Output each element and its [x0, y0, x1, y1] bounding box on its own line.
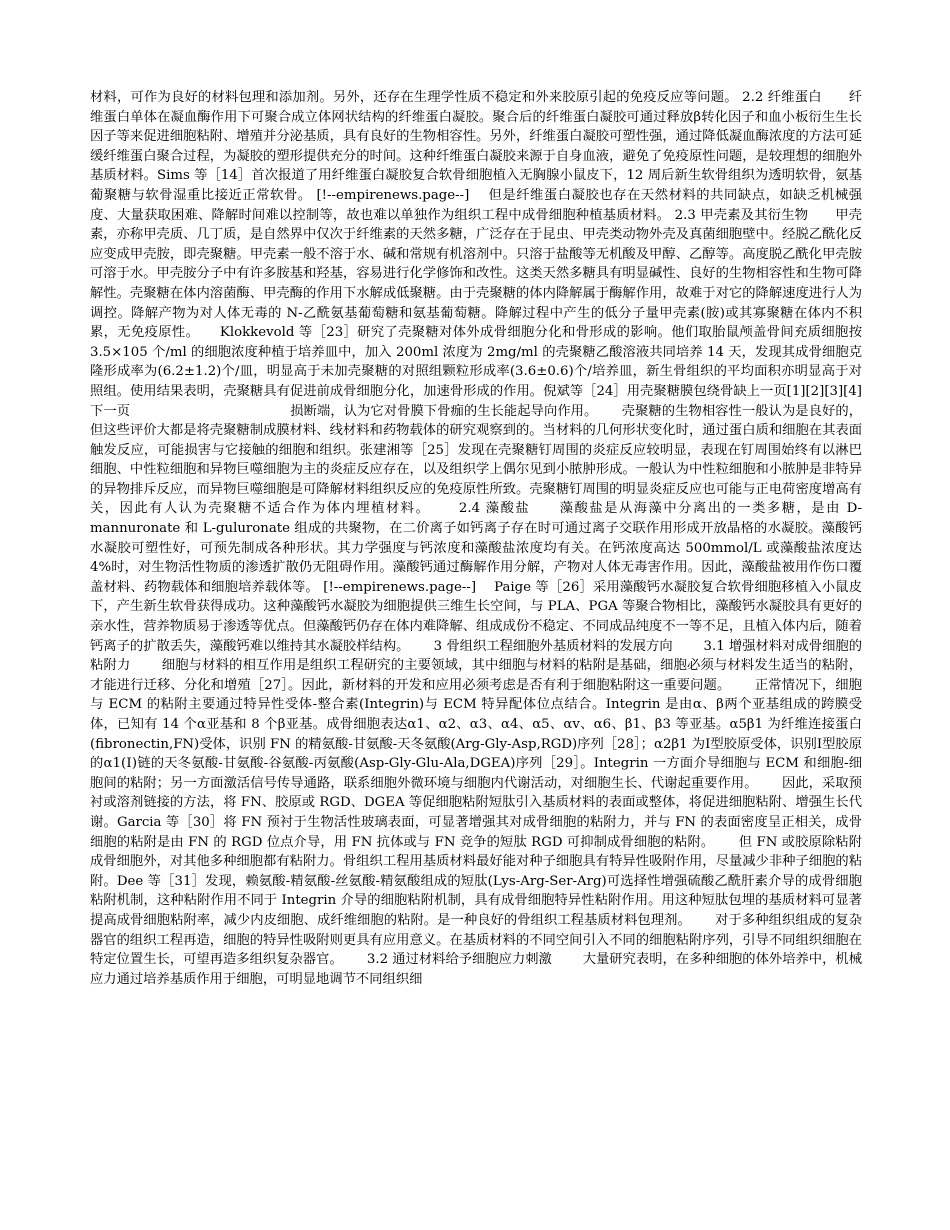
body-paragraph: 材料，可作为良好的材料包理和添加剂。另外，还存在生理学性质不稳定和外来胶原引起的免疫反应等问题。 2.2 纤维蛋白 纤维蛋白单体在凝血酶作用下可聚合成立体网状结构的纤维蛋白凝胶。聚合后的纤维蛋白凝胶可通过释放β转化因子和血小板衍生生长因子等来促进细胞粘附、增殖并分泌基质，具有良好的生物相容性。另外，纤维蛋白凝胶可塑性强，通过降低凝血酶浓度的方法可延缓纤维蛋白聚合过程，为凝胶的塑形提供充分的时间。这种纤维蛋白凝胶来源于自身血液，避免了免疫原性问题，是较理想的细胞外基质材料。Sims 等［14］首次报道了用纤维蛋白凝胶复合软骨细胞植入无胸腺小鼠皮下，12 周后新生软骨组织为透明软骨，氨基葡聚糖与软骨湿重比接近正常软骨。 [!--empirenews.page--] 但是纤维蛋白凝胶也存在天然材料的共同缺点，如缺乏机械强度、大量获取困难、降解时间难以控制等，故也难以单独作为组织工程中成骨细胞种植基质材料。 2.3 甲壳素及其衍生物 甲壳素，亦称甲壳质、几丁质，是自然界中仅次于纤维素的天然多糖，广泛存在于昆虫、甲壳类动物外壳及真菌细胞壁中。经脱乙酰化反应变成甲壳胺，即壳聚糖。甲壳素一般不溶于水、碱和常规有机溶剂中。只溶于盐酸等无机酸及甲醇、乙醇等。高度脱乙酰化甲壳胺可溶于水。甲壳胺分子中有许多胺基和羟基，容易进行化学修饰和改性。这类天然多糖具有明显碱性、良好的生物相容性和生物可降解性。壳聚糖在体内溶菌酶、甲壳酶的作用下水解成低聚糖。由于壳聚糖的体内降解属于酶解作用，故难于对它的降解速度进行人为调控。降解产物为对人体无毒的 N-乙酰氨基葡萄糖和氨基葡萄糖。降解过程中产生的低分子量甲壳素(胺)或其寡聚糖在体内不积累，无免疫原性。 Klokkevold 等［23］研究了壳聚糖对体外成骨细胞分化和骨形成的影响。他们取胎鼠颅盖骨间充质细胞按 3.5×105 个/ml 的细胞浓度种植于培养皿中，加入 200ml 浓度为 2mg/ml 的壳聚糖乙酸溶液共同培养 14 天，发现其成骨细胞克隆形成率为(6.2±1.2)个/皿，明显高于未加壳聚糖的对照组颗粒形成率(3.6±0.6)个/培养皿，新生骨组织的平均面积亦明显高于对照组。使用结果表明，壳聚糖具有促进前成骨细胞分化，加速骨形成的作用。倪斌等［24］用壳聚糖膜包绕骨缺上一页[1][2][3][4]下一页 损断端，认为它对骨膜下骨痂的生长能起导向作用。 壳聚糖的生物相容性一般认为是良好的，但这些评价大都是将壳聚糖制成膜材料、线材料和药物载体的研究观察到的。当材料的几何形状变化时，通过蛋白质和细胞在其表面触发反应，可能损害与它接触的细胞和组织。张建湘等［25］发现在壳聚糖钉周围的炎症反应较明显，表现在钉周围始终有以淋巴细胞、中性粒细胞和异物巨噬细胞为主的炎症反应存在，以及组织学上偶尔见到小脓肿形成。一般认为中性粒细胞和小脓肿是非特异的异物排斥反应，而异物巨噬细胞是可降解材料组织反应的免疫原性所致。壳聚糖钉周围的明显炎症反应也可能与正电荷密度增高有关，因此有人认为壳聚糖不适合作为体内埋植材料。 2.4 藻酸盐 藻酸盐是从海藻中分离出的一类多糖，是由 D-mannuronate 和 L-guluronate 组成的共聚物，在二价离子如钙离子存在时可通过离子交联作用形成开放晶格的水凝胶。藻酸钙水凝胶可塑性好，可预先制成各种形状。其力学强度与钙浓度和藻酸盐浓度均有关。在钙浓度高达 500mmol/L 或藻酸盐浓度达 4%时，对生物活性物质的渗透扩散仍无阻碍作用。藻酸钙通过酶解作用分解，产物对人体无毒害作用。因此，藻酸盐被用作伤口覆盖材料、药物载体和细胞培养载体等。 [!--empirenews.page--] Paige 等［26］采用藻酸钙水凝胶复合软骨细胞移植入小鼠皮下，产生新生软骨获得成功。这种藻酸钙水凝胶为细胞提供三维生长空间，与 PLA、PGA 等聚合物相比，藻酸钙水凝胶具有更好的亲水性，营养物质易于渗透等优点。但藻酸钙仍存在体内难降解、组成成份不稳定、不同成品纯度不一等不足，且植入体内后，随着钙离子的扩散丢失，藻酸钙难以维持其水凝胶样结构。 3 骨组织工程细胞外基质材料的发展方向 3.1 增强材料对成骨细胞的粘附力 细胞与材料的相互作用是组织工程研究的主要领域，其中细胞与材料的粘附是基础，细胞必须与材料发生适当的粘附，才能进行迁移、分化和增殖［27］。因此，新材料的开发和应用必须考虑是否有利于细胞粘附这一重要问题。 正常情况下，细胞与 ECM 的粘附主要通过特异性受体-整合素(Integrin)与 ECM 特异配体位点结合。Integrin 是由α、β两个亚基组成的跨膜受体，已知有 14 个α亚基和 8 个β亚基。成骨细胞表达α1、α2、α3、α4、α5、αv、α6、β1、β3 等亚基。α5β1 为纤维连接蛋白(fibronectin,FN)受体，识别 FN 的精氨酸-甘氨酸-天冬氨酸(Arg-Gly-Asp,RGD)序列［28］；α2β1 为Ⅰ型胶原受体，识别Ⅰ型胶原的α1(Ⅰ)链的天冬氨酸-甘氨酸-谷氨酸-丙氨酸(Asp-Gly-Glu-Ala,DGEA)序列［29］。Integrin 一方面介导细胞与 ECM 和细胞-细胞间的粘附；另一方面激活信号传导通路，联系细胞外微环境与细胞内代谢活动，对细胞生长、代谢起重要作用。 因此，采取预衬或溶剂链接的方法，将 FN、胶原或 RGD、DGEA 等促细胞粘附短肽引入基质材料的表面或整体，将促进细胞粘附、增强生长代谢。Garcia 等［30］将 FN 预衬于生物活性玻璃表面，可显著增强其对成骨细胞的粘附力，并与 FN 的表面密度呈正相关，成骨细胞的粘附是由 FN 的 RGD 位点介导，用 FN 抗体或与 FN 竞争的短肽 RGD 可抑制成骨细胞的粘附。 但 FN 或胶原除粘附成骨细胞外，对其他多种细胞都有粘附力。骨组织工程用基质材料最好能对种子细胞具有特异性吸附作用，尽量减少非种子细胞的粘附。Dee 等［31］发现，赖氨酸-精氨酸-丝氨酸-精氨酸组成的短肽(Lys-Arg-Ser-Arg)可选择性增强硫酸乙酰肝素介导的成骨细胞粘附机制，这种粘附作用不同于 Integrin 介导的细胞粘附机制，具有成骨细胞特异性粘附作用。用这种短肽包埋的基质材料可显著提高成骨细胞粘附率，减少内皮细胞、成纤维细胞的粘附。是一种良好的骨组织工程基质材料包理剂。 对于多种组织组成的复杂器官的组织工程再造，细胞的特异性吸附则更具有应用意义。在基质材料的不同空间引入不同的细胞粘附序列，引导不同组织细胞在特定位置生长，可望再造多组织复杂器官。 3.2 通过材料给予细胞应力刺激 大量研究表明，在多种细胞的体外培养中，机械应力通过培养基质作用于细胞，可明显地调节不同组织细 — [90, 90, 862, 987]
